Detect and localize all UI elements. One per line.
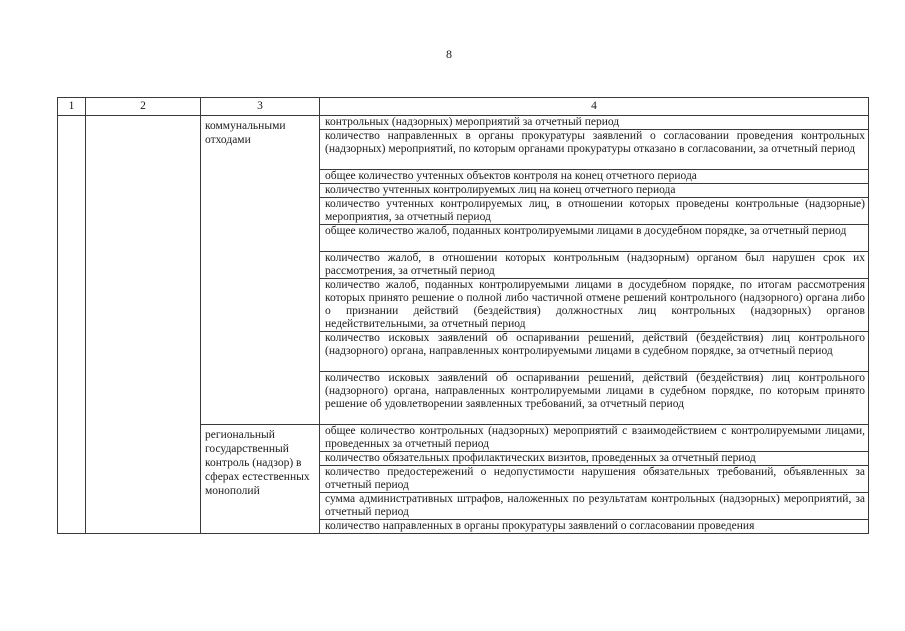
column-header-3: 3 xyxy=(201,98,320,116)
indicator-cell: количество учтенных контролируемых лиц на конец отчетного периода xyxy=(320,184,869,198)
column-header-2: 2 xyxy=(86,98,201,116)
column-1-cell xyxy=(58,116,86,534)
page-number: 8 xyxy=(446,47,452,61)
indicator-cell: сумма административных штрафов, наложенных по результатам контрольных (надзорных) мероприятий, за отчетный период xyxy=(320,493,869,520)
column-2-cell xyxy=(86,116,201,534)
indicator-cell: общее количество контрольных (надзорных) мероприятий с взаимодействием с контролируемыми лицами, проведенных за отчетный период xyxy=(320,425,869,452)
report-table xyxy=(57,97,869,534)
indicator-cell: количество учтенных контролируемых лиц, в отношении которых проведены контрольные (надзорные) мероприятия, за отчетный период xyxy=(320,198,869,225)
control-type-waste: коммунальными отходами xyxy=(201,116,320,425)
indicator-cell: количество исковых заявлений об оспаривании решений, действий (бездействия) лиц контрольного (надзорного) органа, направленных контролируемыми лицами в судебном порядке, по которым принято решение об удовлетворении заявленных требований, за отчетный период xyxy=(320,372,869,425)
indicator-cell: количество предостережений о недопустимости нарушения обязательных требований, объявленных за отчетный период xyxy=(320,466,869,493)
control-type-natural-monopolies: региональный государственный контроль (надзор) в сферах естественных монополий xyxy=(201,425,320,534)
table-row xyxy=(58,116,869,130)
column-header-1: 1 xyxy=(58,98,86,116)
indicator-cell: количество обязательных профилактических визитов, проведенных за отчетный период xyxy=(320,452,869,466)
indicator-cell: контрольных (надзорных) мероприятий за отчетный период xyxy=(320,116,869,130)
indicator-cell: количество жалоб, в отношении которых контрольным (надзорным) органом был нарушен срок их рассмотрения, за отчетный период xyxy=(320,252,869,279)
indicator-cell: количество исковых заявлений об оспаривании решений, действий (бездействия) лиц контрольного (надзорного) органа, направленных контролируемыми лицами в судебном порядке, за отчетный период xyxy=(320,332,869,372)
table-header-row xyxy=(58,98,869,116)
indicator-cell: количество направленных в органы прокуратуры заявлений о согласовании проведения контрольных (надзорных) мероприятий, по которым органами прокуратуры отказано в согласовании, за отчетный период xyxy=(320,130,869,170)
indicator-cell: количество жалоб, поданных контролируемыми лицами в досудебном порядке, по итогам рассмотрения которых принято решение о полной либо частичной отмене решений контрольного (надзорного) органа либо о признании действий (бездействия) должностных лиц контрольных (надзорных) органов недействительными, за отчетный период xyxy=(320,279,869,332)
indicator-cell: общее количество учтенных объектов контроля на конец отчетного периода xyxy=(320,170,869,184)
indicator-cell: количество направленных в органы прокуратуры заявлений о согласовании проведения xyxy=(320,520,869,534)
column-header-4: 4 xyxy=(320,98,869,116)
indicator-cell: общее количество жалоб, поданных контролируемыми лицами в досудебном порядке, за отчетный период xyxy=(320,225,869,252)
